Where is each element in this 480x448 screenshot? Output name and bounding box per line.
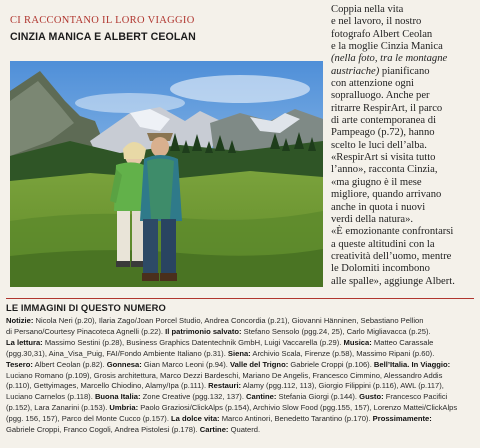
body-line	[331, 189, 477, 201]
body-line	[331, 276, 477, 288]
body-text: «È emozionante confrontarsi	[331, 226, 454, 238]
body-text: di arte contemporanea di	[331, 115, 437, 127]
body-line	[331, 214, 477, 226]
body-line	[331, 90, 477, 102]
credit-section-label: Bell’Italia. In Viaggio:	[373, 359, 451, 369]
body-text: creatività dell’uomo, mentre	[331, 250, 452, 262]
body-line	[331, 29, 477, 41]
credit-line	[6, 381, 478, 392]
credit-text: Quaterd.	[228, 425, 261, 435]
body-text: anche in quota i nuovi	[331, 201, 426, 213]
body-line	[331, 16, 477, 28]
credit-text: Luciano Carnelos (p.118).	[6, 392, 95, 402]
body-line	[331, 4, 477, 16]
body-text: alle spalle», aggiunge Albert.	[331, 275, 455, 287]
credit-line	[6, 327, 478, 338]
body-text: con attenzione ogni	[331, 78, 414, 90]
credit-text: Paolo Graziosi/ClickAlps (p.154), Archivio Slow Food (pgg.155, 157), Lorenzo Mattei/ClickAlps	[138, 403, 458, 413]
body-italic-text: (nella foto, tra le montagne	[331, 53, 448, 65]
credit-text: di Persano/Courtesy Pinacoteca Agnelli (p.22).	[6, 326, 166, 336]
credit-line	[6, 414, 478, 425]
body-text: «ma giugno è il mese	[331, 176, 422, 188]
body-text: e nel lavoro, il nostro	[331, 16, 422, 28]
article-body	[331, 4, 477, 288]
body-line	[331, 164, 477, 176]
credit-text: Matteo Carassale	[371, 337, 434, 347]
body-line	[331, 66, 477, 78]
body-line	[331, 226, 477, 238]
credit-text: Gian Marco Leoni (p.94).	[141, 359, 230, 369]
body-line	[331, 78, 477, 90]
credit-section-label: Il patrimonio salvato:	[165, 326, 242, 336]
credit-text: (pgg.30,31), Aina_Visa_Puig, FAI/Fondo Ambiente Italiano (p.31).	[6, 348, 228, 358]
body-line	[331, 53, 477, 65]
credit-text: Stefania Giorgi (p.144).	[276, 392, 360, 402]
credit-text: Stefano Sensolo (pgg.24, 25), Carlo Migliavacca (p.25).	[241, 326, 431, 336]
article-photo	[10, 61, 323, 287]
credit-line	[6, 403, 478, 414]
credit-text: Marco Antinori, Benedetto Tarantino (p.170).	[219, 414, 373, 424]
photo-credits	[6, 316, 478, 436]
credit-line	[6, 338, 478, 349]
body-text: ritrarre RespirArt, il parco	[331, 102, 443, 114]
body-line	[331, 177, 477, 189]
credit-section-label: Valle del Trigno:	[230, 359, 289, 369]
credit-text: (p.110), Gettyimages, Marcello Chiodino, Alamy/Ipa (p.111).	[6, 381, 209, 391]
credit-text: Luciano Romano (p.109), Grosis architettura, Marco Dezzi Bardeschi, Mariano De Angelis, Francesco Cimmino, Alessandro Addis	[6, 370, 443, 380]
body-text: pianificano	[379, 65, 430, 77]
section-divider	[6, 298, 474, 299]
credit-line	[6, 349, 478, 360]
article-kicker: CI RACCONTANO IL LORO VIAGGIO	[10, 15, 195, 26]
body-line	[331, 140, 477, 152]
credit-line	[6, 425, 478, 436]
credit-section-label: Siena:	[227, 348, 251, 358]
body-text: a queste altitudini con la	[331, 238, 435, 250]
credit-text: (pgg. 156, 157), Parco del Monte Cucco (p.157).	[6, 414, 172, 424]
article-headline: CINZIA MANICA E ALBERT CEOLAN	[10, 31, 196, 43]
credit-text: Archivio Scala, Firenze (p.58), Massimo Ripani (p.60).	[250, 348, 435, 358]
body-line	[331, 103, 477, 115]
credit-text: Albert Ceolan (p.82).	[32, 359, 107, 369]
credit-section-label: Umbria:	[109, 403, 139, 413]
body-line	[331, 115, 477, 127]
credit-section-label: Notizie:	[6, 316, 34, 325]
body-text: le Dolomiti incombono	[331, 263, 430, 275]
credit-text: Zone Creative (pgg.132, 137).	[140, 392, 247, 402]
body-line	[331, 251, 477, 263]
body-italic-text: austriache)	[331, 65, 380, 77]
credit-section-label: Prossimamente:	[372, 414, 432, 424]
credit-section-label: La dolce vita:	[171, 414, 220, 424]
body-text: migliore, quando arrivano	[331, 189, 442, 201]
body-text: l’anno», racconta Cinzia,	[331, 164, 438, 176]
credit-line	[6, 316, 478, 327]
body-line	[331, 263, 477, 275]
credit-section-label: Restauri:	[208, 381, 242, 391]
body-text: fotografo Albert Ceolan	[331, 28, 433, 40]
credit-text: Massimo Sestini (p.28), Business Graphics Datentechnik GmbH, Luigi Vaccarella (p.29).	[42, 337, 344, 347]
credit-section-label: Musica:	[343, 337, 372, 347]
credit-section-label: Cartine:	[199, 425, 229, 435]
credits-title: LE IMMAGINI DI QUESTO NUMERO	[6, 302, 166, 313]
body-line	[331, 41, 477, 53]
mountain-couple-photo	[10, 61, 323, 287]
credit-text: Gabriele Croppi (p.106).	[288, 359, 374, 369]
body-text: Coppia nella vita	[331, 4, 404, 15]
credit-text: (p.152), Lara Zanarini (p.153).	[6, 403, 110, 413]
body-text: e la moglie Cinzia Manica	[331, 41, 443, 53]
credit-line	[6, 392, 478, 403]
body-text: «RespirArt si visita tutto	[331, 152, 436, 164]
credit-line	[6, 360, 478, 371]
credit-section-label: Gonnesa:	[106, 359, 142, 369]
credit-text: Gabriele Croppi, Franco Cogoli, Andrea Pistolesi (p.178).	[6, 425, 200, 435]
body-line	[331, 127, 477, 139]
credit-section-label: Gusto:	[359, 392, 384, 402]
credit-text: Francesco Pacifici	[383, 392, 448, 402]
body-text: Pampeago (p.72), hanno	[331, 127, 435, 139]
credit-section-label: Buona Italia:	[94, 392, 141, 402]
body-line	[331, 202, 477, 214]
body-text: sopralluogo. Anche per	[331, 90, 430, 102]
credit-section-label: Tesero:	[6, 359, 33, 369]
credit-text: Nicola Neri (p.20), Ilaria Zago/Joan Porcel Studio, Andrea Concordia (p.21), Giovanni Hänninen, Sebastiano Pellion	[33, 316, 424, 325]
credit-line	[6, 371, 478, 382]
body-text: verdi della natura».	[331, 213, 414, 225]
body-line	[331, 152, 477, 164]
credit-section-label: La lettura:	[6, 337, 43, 347]
body-line	[331, 239, 477, 251]
body-text: scelto le luci dell’alba.	[331, 139, 427, 151]
credit-text: Alamy (pgg.112, 113), Giorgio Filippini (p.116), AWL (p.117),	[241, 381, 444, 391]
credit-section-label: Cantine:	[246, 392, 277, 402]
